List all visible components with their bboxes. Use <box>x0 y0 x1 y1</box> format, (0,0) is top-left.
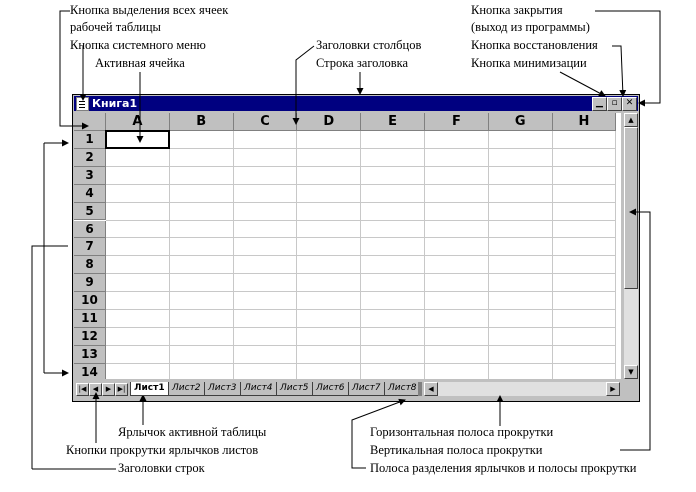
label-select-all-button: Кнопка выделения всех ячеек <box>70 3 229 17</box>
label-active-sheet-tab: Ярлычок активной таблицы <box>118 425 267 439</box>
last-sheet-icon[interactable]: ▶| <box>115 383 128 396</box>
column-header[interactable]: B <box>170 113 234 131</box>
scroll-left-arrow-icon[interactable]: ◀ <box>424 382 438 396</box>
tab-split-bar[interactable] <box>418 382 422 396</box>
row-header[interactable]: 11 <box>74 310 106 328</box>
label-restore-button: Кнопка восстановления <box>471 38 598 52</box>
label-horizontal-scrollbar: Горизонтальная полоса прокрутки <box>370 425 554 439</box>
label-row-headers: Заголовки строк <box>118 461 205 475</box>
row-header[interactable]: 14 <box>74 364 106 379</box>
title-bar[interactable] <box>74 96 638 111</box>
label-tab-split-bar: Полоса разделения ярлычков и полосы прокрутки <box>370 461 637 475</box>
column-header[interactable]: E <box>361 113 425 131</box>
row-header[interactable]: 1 <box>74 131 106 149</box>
next-sheet-icon[interactable]: ▶ <box>102 383 115 396</box>
vertical-scroll-thumb[interactable] <box>624 127 638 289</box>
label-minimize-button: Кнопка минимизации <box>471 56 587 70</box>
row-header[interactable]: 4 <box>74 185 106 203</box>
grid-row-line <box>106 327 616 328</box>
sheet-tab[interactable]: Лист5 <box>276 382 313 396</box>
sheet-tab[interactable]: Лист2 <box>168 382 205 396</box>
label-title-bar: Строка заголовка <box>316 56 409 70</box>
grid-row-line <box>106 291 616 292</box>
label-tab-scroll-buttons: Кнопки прокрутки ярлычков листов <box>66 443 259 457</box>
row-header[interactable]: 12 <box>74 328 106 346</box>
grid-row-line <box>106 184 616 185</box>
vertical-scrollbar[interactable] <box>624 113 638 379</box>
row-header[interactable]: 7 <box>74 238 106 256</box>
minimize-button[interactable]: ▁ <box>592 97 607 111</box>
row-header[interactable]: 8 <box>74 256 106 274</box>
grid-row-line <box>106 220 616 221</box>
row-header[interactable]: 13 <box>74 346 106 364</box>
grid-row-line <box>106 148 616 149</box>
grid-row-line <box>106 202 616 203</box>
restore-button[interactable]: ▫ <box>607 97 622 111</box>
column-header[interactable]: C <box>234 113 298 131</box>
label-vertical-scrollbar: Вертикальная полоса прокрутки <box>370 443 543 457</box>
label-column-headers: Заголовки столбцов <box>316 38 422 52</box>
row-header[interactable]: 5 <box>74 203 106 221</box>
sheet-tab[interactable]: Лист6 <box>312 382 349 396</box>
column-header[interactable]: G <box>489 113 553 131</box>
sheet-tab-bar <box>74 381 636 397</box>
active-cell[interactable] <box>105 130 170 149</box>
grid-row-line <box>106 255 616 256</box>
scroll-down-arrow-icon[interactable]: ▼ <box>624 365 638 379</box>
close-button[interactable]: ✕ <box>622 97 637 111</box>
scroll-up-arrow-icon[interactable]: ▲ <box>624 113 638 127</box>
system-menu-icon[interactable] <box>76 97 89 111</box>
grid-row-line <box>106 237 616 238</box>
label-system-menu-button: Кнопка системного меню <box>70 38 206 52</box>
grid-row-line <box>106 309 616 310</box>
label-close-button-line2: (выход из программы) <box>471 20 590 34</box>
row-header[interactable]: 10 <box>74 292 106 310</box>
row-header[interactable]: 9 <box>74 274 106 292</box>
excel-window <box>72 94 640 402</box>
sheet-tab[interactable]: Лист7 <box>348 382 385 396</box>
label-close-button: Кнопка закрытия <box>471 3 563 17</box>
grid-row-line <box>106 345 616 346</box>
label-active-cell: Активная ячейка <box>95 56 185 70</box>
scroll-right-arrow-icon[interactable]: ▶ <box>606 382 620 396</box>
prev-sheet-icon[interactable]: ◀ <box>89 383 102 396</box>
sheet-tab[interactable]: Лист1 <box>130 382 169 396</box>
sheet-tab[interactable]: Лист3 <box>204 382 241 396</box>
column-header[interactable]: D <box>297 113 361 131</box>
row-header[interactable]: 6 <box>74 221 106 239</box>
label-select-all-button-line2: рабочей таблицы <box>70 20 161 34</box>
sheet-tab[interactable]: Лист4 <box>240 382 277 396</box>
grid-row-line <box>106 166 616 167</box>
column-header[interactable]: F <box>425 113 489 131</box>
first-sheet-icon[interactable]: |◀ <box>76 383 89 396</box>
column-header[interactable]: A <box>106 113 170 131</box>
column-header[interactable]: H <box>553 113 617 131</box>
grid-row-line <box>106 363 616 364</box>
row-header[interactable]: 3 <box>74 167 106 185</box>
worksheet-grid[interactable] <box>74 113 621 379</box>
horizontal-scrollbar[interactable] <box>424 382 620 396</box>
row-header[interactable]: 2 <box>74 149 106 167</box>
select-all-button[interactable] <box>74 113 106 131</box>
grid-row-line <box>106 273 616 274</box>
sheet-tab[interactable]: Лист8 <box>384 382 421 396</box>
window-title: Книга1 <box>92 97 138 110</box>
